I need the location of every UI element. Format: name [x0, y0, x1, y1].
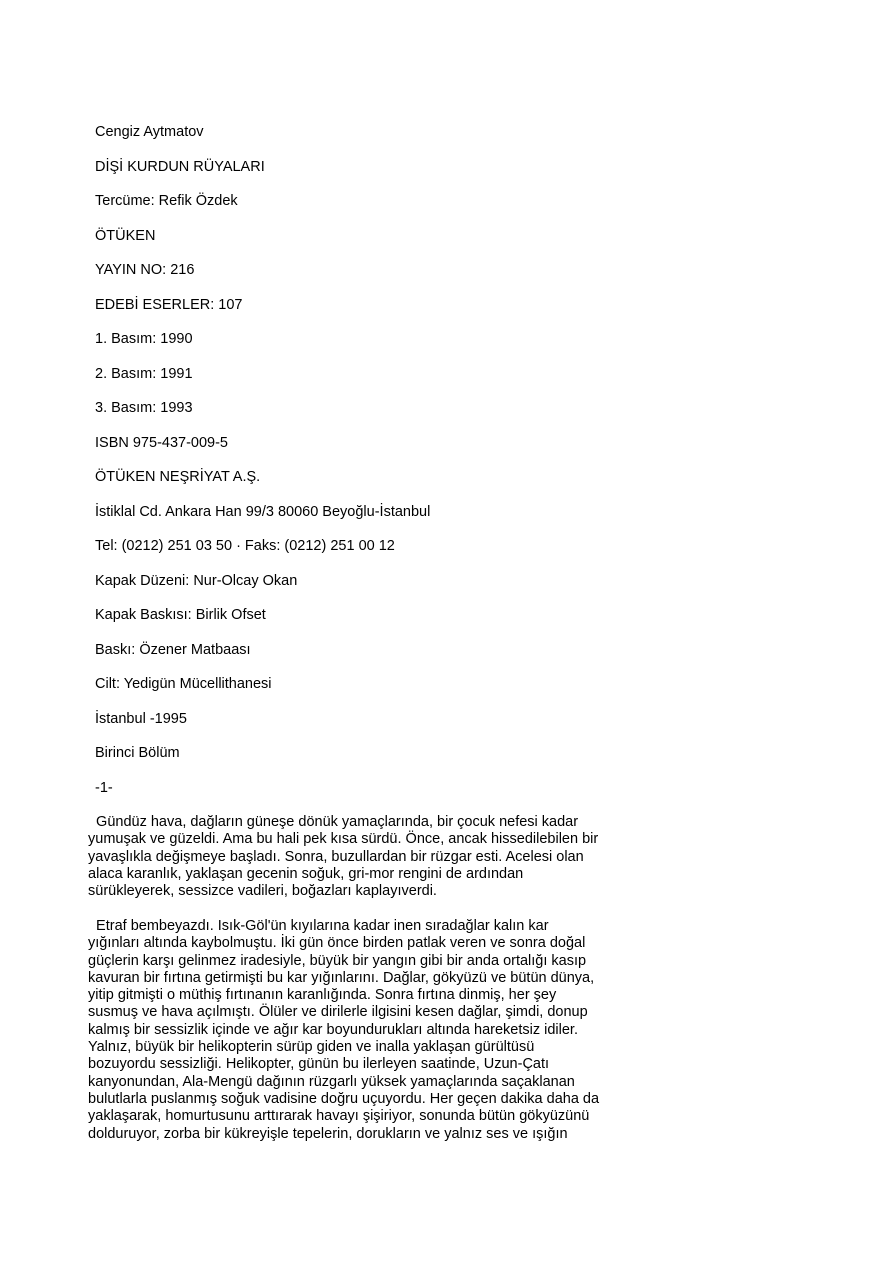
isbn-line: ISBN 975-437-009-5 [95, 435, 228, 451]
paragraph-line: güçlerin karşı gelinmez iradesiyle, büyük bir yangın gibi bir anda ortalığı kasıp [88, 952, 587, 969]
printing-line: Baskı: Özener Matbaası [95, 642, 251, 658]
translator-line: Tercüme: Refik Özdek [95, 193, 238, 209]
paragraph-line: sürükleyerek, sessizce vadileri, boğazları kaplayıverdi. [88, 883, 437, 900]
paragraph-line: yavaşlıkla değişmeye başladı. Sonra, buzullardan bir rüzgar esti. Acelesi olan [88, 848, 584, 865]
publication-number-line: YAYIN NO: 216 [95, 262, 195, 278]
paragraph-line: susmuş ve hava açılmıştı. Ölüler ve dirilerle ilgisini kesen dağlar, şimdi, donup [88, 1004, 588, 1021]
paragraph-line: yığınları altında kaybolmuştu. İki gün önce birden patlak veren ve sonra doğal [88, 935, 586, 952]
paragraph-line: kanyonundan, Ala-Mengü dağının rüzgarlı yüksek yamaçlarında saçaklanan [88, 1073, 575, 1090]
cover-design-line: Kapak Düzeni: Nur-Olcay Okan [95, 573, 298, 589]
phone-fax-line: Tel: (0212) 251 03 50 · Faks: (0212) 251 00 12 [95, 538, 395, 554]
chapter-heading: Birinci Bölüm [95, 745, 180, 761]
paragraph-line: kalmış bir sessizlik içinde ve ağır kar boyundurukları altında hareketsiz idiler. [88, 1021, 578, 1038]
author-line: Cengiz Aytmatov [95, 124, 204, 140]
paragraph-line: yumuşak ve güzeldi. Ama bu hali pek kısa sürdü. Önce, ancak hissedilebilen bir [88, 831, 599, 848]
publisher-name-line: ÖTÜKEN [95, 228, 156, 244]
third-edition-line: 3. Basım: 1993 [95, 400, 193, 416]
address-line: İstiklal Cd. Ankara Han 99/3 80060 Beyoğlu-İstanbul [95, 504, 431, 520]
publisher-company-line: ÖTÜKEN NEŞRİYAT A.Ş. [95, 469, 261, 485]
paragraph-line: kavuran bir fırtına getirmişti bu kar yığınlarını. Dağlar, gökyüzü ve bütün dünya, [88, 969, 595, 986]
body-paragraph-2 [88, 918, 628, 1143]
first-edition-line: 1. Basım: 1990 [95, 331, 193, 347]
second-edition-line: 2. Basım: 1991 [95, 366, 193, 382]
place-year-line: İstanbul -1995 [95, 711, 187, 727]
body-paragraph-1 [88, 814, 628, 900]
paragraph-line: Etraf bembeyazdı. Isık-Göl'ün kıyılarına kadar inen sıradağlar kalın kar [88, 918, 549, 934]
binding-line: Cilt: Yedigün Mücellithanesi [95, 676, 272, 692]
paragraph-line: Gündüz hava, dağların güneşe dönük yamaçlarında, bir çocuk nefesi kadar [88, 814, 579, 830]
paragraph-line: dolduruyor, zorba bir kükreyişle tepelerin, dorukların ve yalnız ses ve ışığın [88, 1125, 568, 1142]
book-title-line: DİŞİ KURDUN RÜYALARI [95, 159, 265, 175]
paragraph-line: bozuyordu sessizliği. Helikopter, günün bu ilerleyen saatinde, Uzun-Çatı [88, 1056, 550, 1073]
paragraph-line: yaklaşarak, homurtusunu arttırarak havayı şişiriyor, sonunda bütün gökyüzünü [88, 1108, 590, 1125]
cover-print-line: Kapak Baskısı: Birlik Ofset [95, 607, 266, 623]
literary-works-number-line: EDEBİ ESERLER: 107 [95, 297, 243, 313]
section-number: -1- [95, 780, 113, 796]
paragraph-line: bulutlarla puslanmış soğuk vadisine doğru uçuyordu. Her geçen dakika daha da [88, 1090, 600, 1107]
paragraph-line: alaca karanlık, yaklaşan gecenin soğuk, gri-mor rengini de ardından [88, 865, 524, 882]
paragraph-line: yitip gitmişti o müthiş fırtınanın karanlığında. Sonra fırtına dinmiş, her şey [88, 987, 557, 1004]
paragraph-line: Yalnız, büyük bir helikopterin sürüp giden ve inalla yaklaşan gürültüsü [88, 1039, 535, 1056]
